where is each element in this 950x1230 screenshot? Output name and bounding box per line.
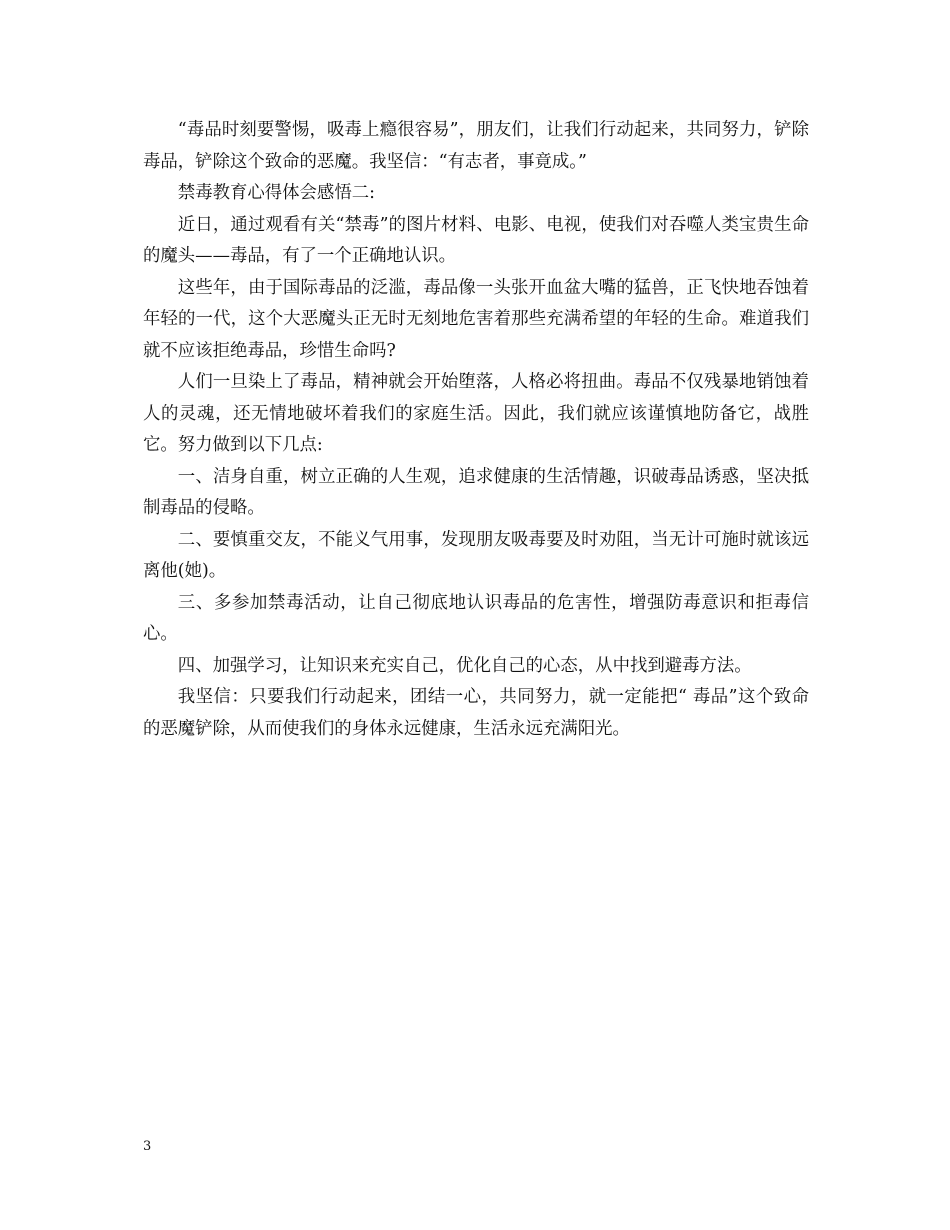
- paragraph-4: 人们一旦染上了毒品，精神就会开始堕落，人格必将扭曲。毒品不仅残暴地销蚀着人的灵魂，还无情地破坏着我们的家庭生活。因此，我们就应该谨慎地防备它，战胜它。努力做到以下几点:: [143, 372, 809, 455]
- closing-paragraph: 我坚信：只要我们行动起来，团结一心，共同努力，就一定能把“ 毒品”这个致命的恶魔铲除，从而使我们的身体永远健康，生活永远充满阳光。: [143, 687, 809, 739]
- page-number: 3: [143, 1139, 152, 1154]
- section-heading: 禁毒教育心得体会感悟二:: [177, 183, 375, 203]
- document-body: [143, 115, 809, 745]
- list-item-4: 四、加强学习，让知识来充实自己，优化自己的心态，从中找到避毒方法。: [177, 655, 752, 676]
- paragraph-1: “毒品时刻要警惕，吸毒上瘾很容易”，朋友们，让我们行动起来，共同努力，铲除毒品，铲除这个致命的恶魔。我坚信：“有志者，事竟成。”: [143, 120, 809, 172]
- list-item-2: 二、要慎重交友，不能义气用事，发现朋友吸毒要及时劝阻，当无计可施时就该远离他(她)。: [143, 529, 809, 581]
- paragraph-3: 这些年，由于国际毒品的泛滥，毒品像一头张开血盆大嘴的猛兽，正飞快地吞蚀着年轻的一代，这个大恶魔头正无时无刻地危害着那些充满希望的年轻的生命。难道我们就不应该拒绝毒品，珍惜生命吗?: [143, 277, 809, 361]
- list-item-1: 一、洁身自重，树立正确的人生观，追求健康的生活情趣，识破毒品诱惑，坚决抵制毒品的侵略。: [143, 466, 809, 518]
- paragraph-2: 近日，通过观看有关“禁毒”的图片材料、电影、电视，使我们对吞噬人类宝贵生命的魔头——毒品，有了一个正确地认识。: [143, 214, 809, 266]
- list-item-3: 三、多参加禁毒活动，让自己彻底地认识毒品的危害性，增强防毒意识和拒毒信心。: [143, 592, 809, 644]
